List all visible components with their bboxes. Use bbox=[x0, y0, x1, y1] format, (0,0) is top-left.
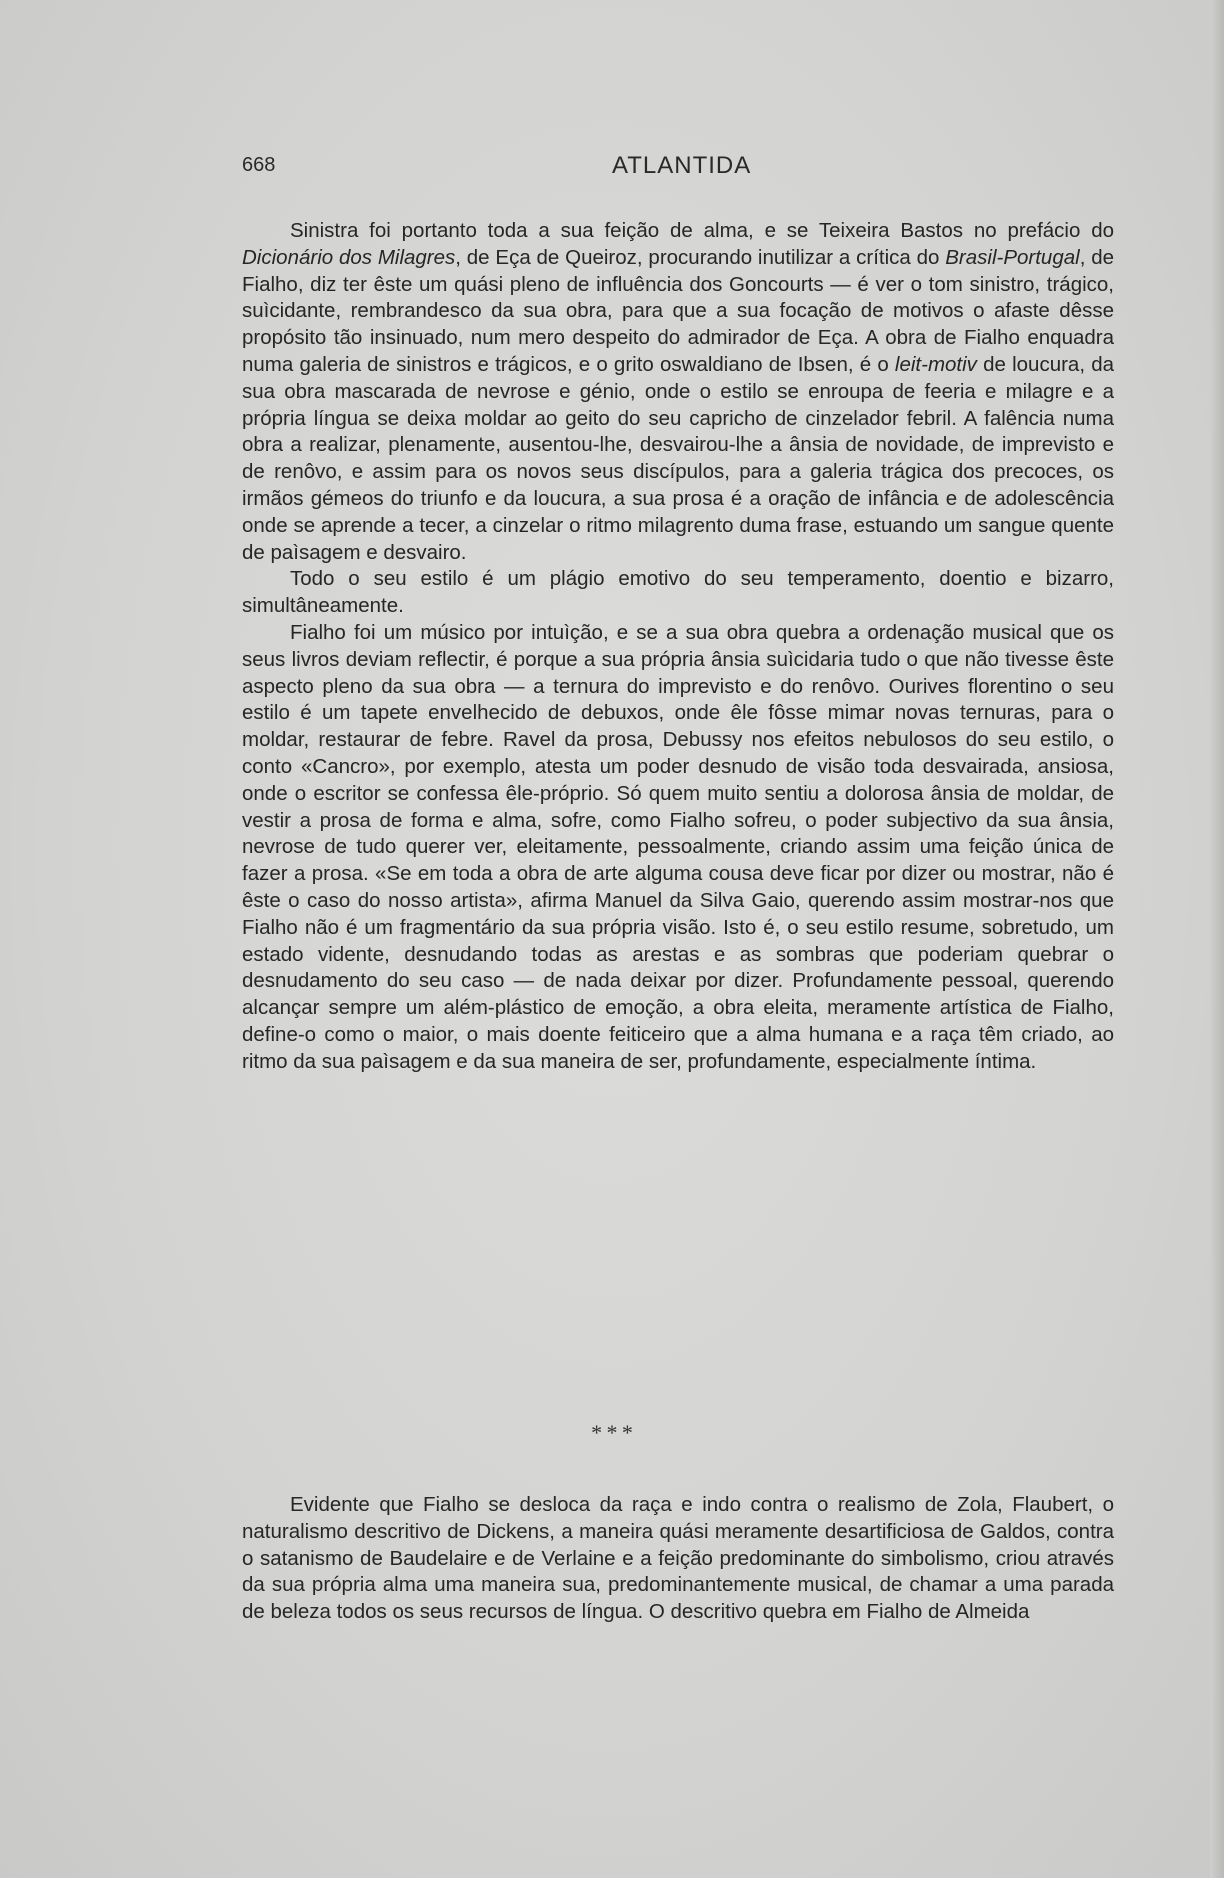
page-number: 668 bbox=[242, 154, 276, 176]
paragraph: Fialho foi um músico por intuìção, e se a sua obra quebra a ordenação musical que os seus livros deviam reflectir, é porque a sua própria ânsia suìcidaria tudo o que não tivesse êste aspecto pleno da sua obra — a ternura do imprevisto e do renôvo. Ourives florentino o seu estilo é um tapete envelhecido de debuxos, onde êle fôsse mimar novas ternuras, para o moldar, restaurar de febre. Ravel da prosa, Debussy nos efeitos nebulosos do seu estilo, o conto «Cancro», por exemplo, atesta um poder desnudo de visão toda desvairada, ansiosa, onde o escritor se confessa êle-próprio. Só quem muito sentiu a dolorosa ânsia de moldar, de vestir a prosa de forma e alma, sofre, como Fialho sofreu, o poder subjectivo da sua ânsia, nevrose de tudo querer ver, eleitamente, pessoalmente, criando assim uma feição única de fazer a prosa. «Se em toda a obra de arte alguma cousa deve ficar por dizer ou mostrar, não é êste o caso do nosso artista», afirma Manuel da Silva Gaio, querendo assim mostrar-nos que Fialho não é um fragmentário da sua própria visão. Isto é, o seu estilo resume, sobretudo, um estado vidente, desnudando todas as arestas e as sombras que poderiam quebrar o desnudamento do seu caso — de nada deixar por dizer. Profundamente pessoal, querendo alcançar sempre um além-plástico de emoção, a obra eleita, meramente artística de Fialho, define-o como o maior, o mais doente feiticeiro que a alma humana e a raça têm criado, ao ritmo da sua paìsagem e da sua maneira de ser, profundamente, especialmente íntima. bbox=[242, 620, 1114, 1073]
body-text bbox=[242, 218, 1114, 1076]
running-title: ATLANTIDA bbox=[612, 152, 752, 179]
paragraph: Evidente que Fialho se desloca da raça e indo contra o realismo de Zola, Flaubert, o naturalismo descritivo de Dickens, a maneira quási meramente desartificiosa de Galdos, contra o satanismo de Baudelaire e de Verlaine e a feição predominante do simbolismo, criou através da sua própria alma uma maneira sua, predominantemente musical, de chamar a uma parada de beleza todos os seus recursos de língua. O descritivo quebra em Fialho de Almeida bbox=[242, 1493, 1114, 1624]
body-text-continued bbox=[242, 1492, 1114, 1626]
paragraph: Todo o seu estilo é um plágio emotivo do seu temperamento, doentio e bizarro, simultâneamente. bbox=[242, 567, 1114, 618]
section-break-asterism: * * * bbox=[591, 1420, 633, 1445]
text-run: , de Eça de Queiroz, procurando inutilizar a crítica do bbox=[455, 245, 946, 269]
page-edge bbox=[1210, 0, 1224, 1878]
italic-term: leit-motiv bbox=[894, 352, 977, 376]
book-title: Brasil-Portugal bbox=[945, 245, 1080, 269]
text-run: , de Fialho, diz ter êste um quási pleno de influência dos Goncourts — é ver o tom sinistro, trágico, suìcidante, rembrandesco da sua obra, para que a sua focação de motivos o afaste dêsse propósito tão insinuado, num mero despeito do admirador de Eça. A obra de Fialho enquadra numa galeria de sinistros e trágicos, e o grito oswaldiano de Ibsen, é o bbox=[242, 245, 1114, 376]
book-title: Dicionário dos Milagres bbox=[242, 245, 456, 269]
page-header bbox=[242, 154, 1114, 184]
text-run: de loucura, da sua obra mascarada de nevrose e génio, onde o estilo se enroupa de feeria e milagre e a própria língua se deixa moldar ao geito do seu capricho de cinzelador febril. A falência numa obra a realizar, plenamente, ausentou-lhe, desvairou-lhe a ânsia de novidade, de imprevisto e de renôvo, e assim para os novos seus discípulos, para a galeria trágica dos precoces, os irmãos gémeos do triunfo e da loucura, a sua prosa é a oração de infância e de adolescência onde se aprende a tecer, a cinzelar o ritmo milagrento duma frase, estuando um sangue quente de paìsagem e desvairo. bbox=[242, 352, 1114, 564]
text-run: Sinistra foi portanto toda a sua feição de alma, e se Teixeira Bastos no prefácio do bbox=[290, 219, 1114, 242]
paragraph bbox=[242, 218, 1114, 566]
